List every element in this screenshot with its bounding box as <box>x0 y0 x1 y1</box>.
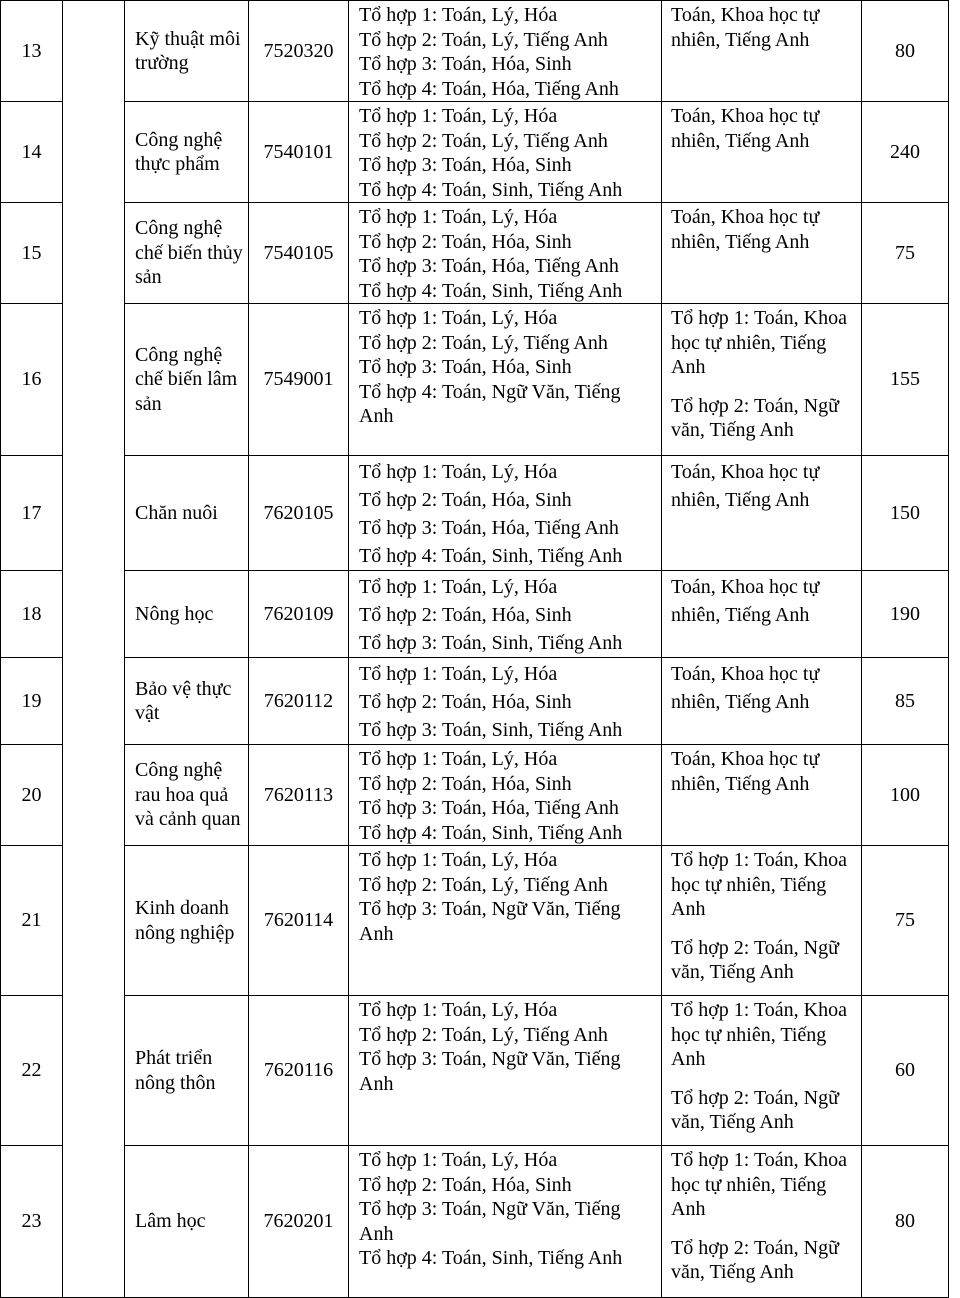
row-number: 17 <box>21 501 42 524</box>
row-number: 20 <box>21 783 42 806</box>
major-name: Chăn nuôi <box>135 501 218 524</box>
major-code-cell <box>249 102 349 203</box>
quota-cell <box>862 846 949 996</box>
subject-combination: Tổ hợp 2: Toán, Lý, Tiếng Anh <box>359 28 608 51</box>
major-code-cell <box>249 304 349 456</box>
alternative-combinations-cell <box>662 1146 862 1298</box>
row-number: 16 <box>21 368 42 391</box>
major-name-cell <box>125 745 249 846</box>
subject-combination: Tổ hợp 1: Toán, Lý, Hóa <box>359 576 558 598</box>
alternative-combination: Toán, Khoa học tự nhiên, Tiếng Anh <box>671 4 820 51</box>
alternative-combination: Tổ hợp 2: Toán, Ngữ văn, Tiếng Anh <box>671 394 839 441</box>
alternative-combinations-cell <box>662 304 862 456</box>
major-name-cell <box>125 658 249 745</box>
table-row <box>1 1146 949 1298</box>
alternative-combination: Tổ hợp 1: Toán, Khoa học tự nhiên, Tiếng Anh <box>671 307 848 378</box>
subject-combination: Tổ hợp 1: Toán, Lý, Hóa <box>359 849 558 871</box>
alternative-combinations-cell <box>662 846 862 996</box>
major-code: 7620201 <box>263 1210 334 1233</box>
alternative-combination: Toán, Khoa học tự nhiên, Tiếng Anh <box>671 748 820 795</box>
subject-combination: Tổ hợp 2: Toán, Lý, Tiếng Anh <box>359 873 608 896</box>
row-number: 13 <box>21 39 42 62</box>
alternative-combinations-cell <box>662 203 862 304</box>
subject-combinations-cell <box>349 1146 662 1298</box>
row-number: 23 <box>21 1210 42 1233</box>
quota: 155 <box>890 368 920 391</box>
subject-combination: Tổ hợp 1: Toán, Lý, Hóa <box>359 307 558 329</box>
subject-combination: Tổ hợp 3: Toán, Hóa, Tiếng Anh <box>359 255 619 277</box>
alternative-combinations-cell <box>662 996 862 1146</box>
subject-combination: Tổ hợp 3: Toán, Ngữ Văn, Tiếng Anh <box>359 1198 621 1245</box>
major-name-cell <box>125 102 249 203</box>
subject-combinations-cell <box>349 102 662 203</box>
subject-combinations-cell <box>349 846 662 996</box>
quota: 100 <box>890 783 920 806</box>
majors-table-body <box>1 1 949 1298</box>
major-code-cell <box>249 996 349 1146</box>
quota: 150 <box>890 501 920 524</box>
major-code: 7620109 <box>263 602 334 625</box>
subject-combination: Tổ hợp 1: Toán, Lý, Hóa <box>359 999 558 1021</box>
subject-combination: Tổ hợp 1: Toán, Lý, Hóa <box>359 461 558 483</box>
major-name-cell <box>125 996 249 1146</box>
row-number: 22 <box>21 1059 42 1082</box>
subject-combination: Tổ hợp 3: Toán, Hóa, Tiếng Anh <box>359 517 619 539</box>
row-number-cell <box>1 658 63 745</box>
quota: 80 <box>895 39 915 62</box>
row-number: 14 <box>21 140 42 163</box>
row-number-cell <box>1 102 63 203</box>
alternative-combination: Toán, Khoa học tự nhiên, Tiếng Anh <box>671 206 820 253</box>
subject-combination: Tổ hợp 3: Toán, Hóa, Sinh <box>359 154 572 176</box>
quota-cell <box>862 658 949 745</box>
subject-combinations-cell <box>349 1 662 102</box>
major-code: 7540101 <box>263 140 334 163</box>
subject-combination: Tổ hợp 3: Toán, Ngữ Văn, Tiếng Anh <box>359 1048 621 1095</box>
alternative-combinations-cell <box>662 1 862 102</box>
major-code: 7620113 <box>263 783 334 806</box>
row-number-cell <box>1 456 63 571</box>
major-name-cell <box>125 846 249 996</box>
table-row <box>1 203 949 304</box>
major-code: 7540105 <box>263 241 334 264</box>
quota: 60 <box>895 1059 915 1082</box>
group-cell <box>63 1 125 1298</box>
table-row <box>1 571 949 658</box>
major-name-cell <box>125 571 249 658</box>
quota: 80 <box>895 1210 915 1233</box>
alternative-combination: Tổ hợp 1: Toán, Khoa học tự nhiên, Tiếng Anh <box>671 849 848 920</box>
subject-combinations-cell <box>349 571 662 658</box>
row-number-cell <box>1 1 63 102</box>
alternative-combinations-cell <box>662 571 862 658</box>
alternative-combinations-cell <box>662 658 862 745</box>
quota: 75 <box>895 241 915 264</box>
subject-combination: Tổ hợp 2: Toán, Lý, Tiếng Anh <box>359 129 608 152</box>
table-row <box>1 846 949 996</box>
table-row <box>1 745 949 846</box>
subject-combination: Tổ hợp 4: Toán, Sinh, Tiếng Anh <box>359 178 623 201</box>
major-code-cell <box>249 745 349 846</box>
subject-combination: Tổ hợp 2: Toán, Hóa, Sinh <box>359 230 572 253</box>
subject-combinations-cell <box>349 456 662 571</box>
major-code-cell <box>249 571 349 658</box>
quota-cell <box>862 102 949 203</box>
table-row <box>1 658 949 745</box>
alternative-combination: Toán, Khoa học tự nhiên, Tiếng Anh <box>671 663 820 713</box>
major-name-cell <box>125 456 249 571</box>
major-name: Nông học <box>135 602 214 625</box>
quota-cell <box>862 304 949 456</box>
row-number: 15 <box>21 241 42 264</box>
row-number-cell <box>1 745 63 846</box>
major-code: 7620112 <box>263 689 334 712</box>
row-number-cell <box>1 203 63 304</box>
row-number: 21 <box>21 909 42 932</box>
subject-combination: Tổ hợp 3: Toán, Ngữ Văn, Tiếng Anh <box>359 898 621 945</box>
alternative-combinations-cell <box>662 102 862 203</box>
subject-combination: Tổ hợp 3: Toán, Sinh, Tiếng Anh <box>359 632 623 654</box>
major-name-cell <box>125 1 249 102</box>
subject-combination: Tổ hợp 2: Toán, Hóa, Sinh <box>359 1173 572 1196</box>
subject-combination: Tổ hợp 2: Toán, Hóa, Sinh <box>359 489 572 511</box>
row-number-cell <box>1 996 63 1146</box>
subject-combination: Tổ hợp 1: Toán, Lý, Hóa <box>359 663 558 685</box>
quota-cell <box>862 1 949 102</box>
major-name: Công nghệ thực phẩm <box>135 128 223 175</box>
subject-combination: Tổ hợp 4: Toán, Ngữ Văn, Tiếng Anh <box>359 380 621 427</box>
subject-combinations-cell <box>349 658 662 745</box>
subject-combination: Tổ hợp 3: Toán, Sinh, Tiếng Anh <box>359 719 623 741</box>
major-code: 7620105 <box>263 501 334 524</box>
row-number: 19 <box>21 689 42 712</box>
alternative-combination: Toán, Khoa học tự nhiên, Tiếng Anh <box>671 461 820 511</box>
alternative-combination: Tổ hợp 1: Toán, Khoa học tự nhiên, Tiếng Anh <box>671 999 848 1070</box>
subject-combination: Tổ hợp 1: Toán, Lý, Hóa <box>359 105 558 127</box>
major-name: Phát triển nông thôn <box>135 1047 216 1094</box>
quota: 75 <box>895 909 915 932</box>
subject-combinations-cell <box>349 203 662 304</box>
subject-combination: Tổ hợp 4: Toán, Sinh, Tiếng Anh <box>359 1247 623 1269</box>
subject-combination: Tổ hợp 4: Toán, Hóa, Tiếng Anh <box>359 77 619 100</box>
quota-cell <box>862 1146 949 1298</box>
subject-combination: Tổ hợp 3: Toán, Hóa, Sinh <box>359 53 572 75</box>
alternative-combination: Tổ hợp 2: Toán, Ngữ văn, Tiếng Anh <box>671 1236 839 1283</box>
quota-cell <box>862 571 949 658</box>
major-name: Công nghệ rau hoa quả và cảnh quan <box>135 759 241 831</box>
major-name: Kỹ thuật môi trường <box>135 27 241 74</box>
major-code-cell <box>249 658 349 745</box>
alternative-combination: Toán, Khoa học tự nhiên, Tiếng Anh <box>671 105 820 152</box>
major-name: Bảo vệ thực vật <box>135 677 232 724</box>
alternative-combinations-cell <box>662 745 862 846</box>
major-name: Công nghệ chế biến thủy sản <box>135 217 243 289</box>
quota-cell <box>862 996 949 1146</box>
major-name: Công nghệ chế biến lâm sản <box>135 343 238 415</box>
table-row <box>1 456 949 571</box>
quota-cell <box>862 745 949 846</box>
table-row <box>1 304 949 456</box>
major-code: 7549001 <box>263 368 334 391</box>
row-number-cell <box>1 304 63 456</box>
alternative-combination: Tổ hợp 2: Toán, Ngữ văn, Tiếng Anh <box>671 1086 839 1133</box>
major-code-cell <box>249 1 349 102</box>
subject-combination: Tổ hợp 2: Toán, Hóa, Sinh <box>359 772 572 795</box>
alternative-combination: Tổ hợp 1: Toán, Khoa học tự nhiên, Tiếng Anh <box>671 1149 848 1220</box>
table-row <box>1 102 949 203</box>
subject-combination: Tổ hợp 2: Toán, Lý, Tiếng Anh <box>359 331 608 354</box>
subject-combination: Tổ hợp 2: Toán, Lý, Tiếng Anh <box>359 1023 608 1046</box>
table-row <box>1 1 949 102</box>
major-name-cell <box>125 203 249 304</box>
subject-combination: Tổ hợp 1: Toán, Lý, Hóa <box>359 1149 558 1171</box>
quota-cell <box>862 203 949 304</box>
major-code-cell <box>249 846 349 996</box>
quota: 190 <box>890 602 920 625</box>
alternative-combinations-cell <box>662 456 862 571</box>
subject-combinations-cell <box>349 996 662 1146</box>
alternative-combination: Tổ hợp 2: Toán, Ngữ văn, Tiếng Anh <box>671 936 839 983</box>
subject-combination: Tổ hợp 2: Toán, Hóa, Sinh <box>359 604 572 626</box>
row-number-cell <box>1 571 63 658</box>
quota-cell <box>862 456 949 571</box>
major-code-cell <box>249 1146 349 1298</box>
subject-combinations-cell <box>349 745 662 846</box>
row-number-cell <box>1 1146 63 1298</box>
major-name-cell <box>125 1146 249 1298</box>
row-number: 18 <box>21 602 42 625</box>
major-name: Lâm học <box>135 1210 206 1233</box>
major-code-cell <box>249 456 349 571</box>
quota: 240 <box>890 140 920 163</box>
major-name: Kinh doanh nông nghiệp <box>135 897 235 944</box>
table-row <box>1 996 949 1146</box>
major-code-cell <box>249 203 349 304</box>
subject-combination: Tổ hợp 4: Toán, Sinh, Tiếng Anh <box>359 821 623 844</box>
major-code: 7620116 <box>263 1059 334 1082</box>
subject-combination: Tổ hợp 1: Toán, Lý, Hóa <box>359 206 558 228</box>
subject-combination: Tổ hợp 3: Toán, Hóa, Sinh <box>359 356 572 378</box>
row-number-cell <box>1 846 63 996</box>
subject-combination: Tổ hợp 2: Toán, Hóa, Sinh <box>359 691 572 713</box>
subject-combination: Tổ hợp 3: Toán, Hóa, Tiếng Anh <box>359 797 619 819</box>
subject-combination: Tổ hợp 1: Toán, Lý, Hóa <box>359 4 558 26</box>
subject-combinations-cell <box>349 304 662 456</box>
subject-combination: Tổ hợp 4: Toán, Sinh, Tiếng Anh <box>359 279 623 302</box>
quota: 85 <box>895 689 915 712</box>
major-name-cell <box>125 304 249 456</box>
alternative-combination: Toán, Khoa học tự nhiên, Tiếng Anh <box>671 576 820 626</box>
major-code: 7620114 <box>263 909 334 932</box>
subject-combination: Tổ hợp 1: Toán, Lý, Hóa <box>359 748 558 770</box>
major-code: 7520320 <box>263 39 334 62</box>
subject-combination: Tổ hợp 4: Toán, Sinh, Tiếng Anh <box>359 545 623 567</box>
